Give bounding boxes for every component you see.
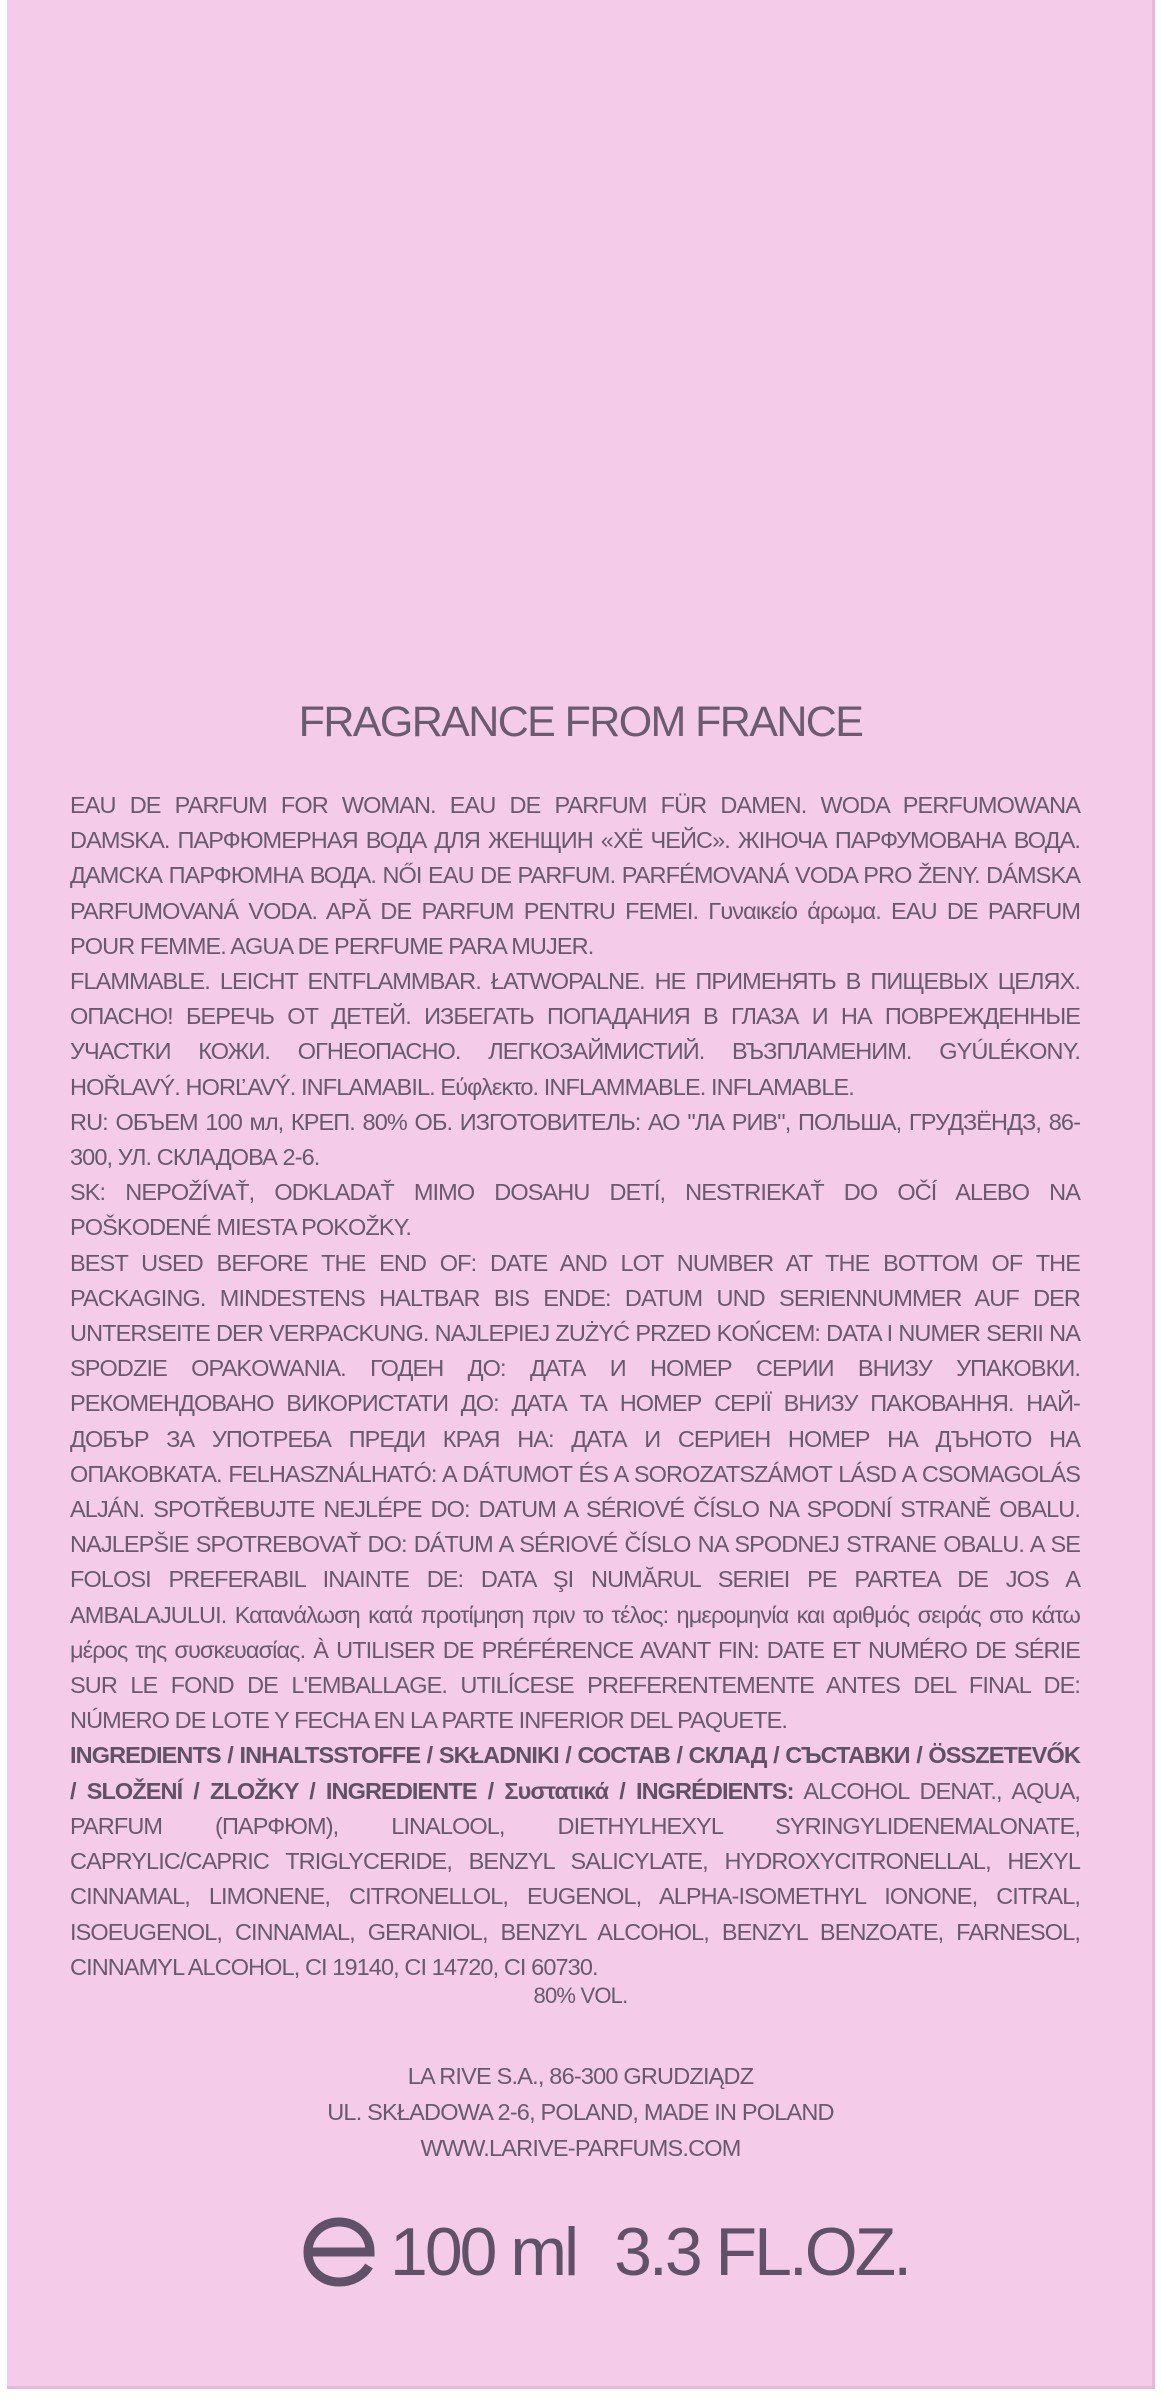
alcohol-volume: 80% VOL.	[533, 1983, 628, 2008]
paragraph-product-type: EAU DE PARFUM FOR WOMAN. EAU DE PARFUM FÜR DAMEN. WODA PERFUMOWANA DAMSKA. ПАРФЮМЕРНАЯ ВОДА ДЛЯ ЖЕНЩИН «ХЁ ЧЕЙС». ЖІНОЧА ПАРФУМОВАНА ВОДА. ДАМСКА ПАРФЮМНА ВОДА. NŐI EAU DE PARFUM. PARFÉMOVANÁ VODA PRO ŽENY. DÁMSKA PARFUMOVANÁ VODA. APĂ DE PARFUM PENTRU FEMEI. Γυναικείο άρωμα. EAU DE PARFUM POUR FEMME. AGUA DE PERFUME PARA MUJER.	[70, 792, 1080, 959]
paragraph-ru-info: RU: ОБЪЕМ 100 мл, КРЕП. 80% ОБ. ИЗГОТОВИТЕЛЬ: АО "ЛА РИВ", ПОЛЬША, ГРУДЗЁНДЗ, 86-300, УЛ. СКЛАДОВА 2-6.	[70, 1108, 1080, 1171]
paragraph-sk-info: SK: NEPOŽÍVAŤ, ODKLADAŤ MIMO DOSAHU DETÍ, NESTRIEKAŤ DO OČÍ ALEBO NA POŠKODENÉ MIESTA POKOŽKY.	[70, 1179, 1080, 1241]
manufacturer-address	[0, 2058, 1161, 2166]
address-line-1: LA RIVE S.A., 86-300 GRUDZIĄDZ	[407, 2063, 754, 2089]
address-line-2: UL. SKŁADOWA 2-6, POLAND, MADE IN POLAND	[327, 2099, 834, 2125]
volume-metric: 100 ml	[390, 2214, 577, 2290]
website: WWW.LARIVE-PARFUMS.COM	[420, 2135, 741, 2161]
volume-line	[300, 2202, 909, 2302]
heading: FRAGRANCE FROM FRANCE	[298, 698, 863, 746]
ingredients-label: INGREDIENTS / INHALTSSTOFFE / SKŁADNIKI / СОСТАВ / СКЛАД / СЪСТАВКИ / ÖSSZETEVŐK / SLOŽENÍ / ZLOŽKY / INGREDIENTE / Συστατικά / INGRÉDIENTS:	[70, 1742, 1080, 1804]
paragraph-ingredients	[70, 1738, 1080, 1984]
paragraph-best-before: BEST USED BEFORE THE END OF: DATE AND LOT NUMBER AT THE BOTTOM OF THE PACKAGING. MINDESTENS HALTBAR BIS ENDE: DATUM UND SERIENNUMMER AUF DER UNTERSEITE DER VERPACKUNG. NAJLEPIEJ ZUŻYĆ PRZED KOŃCEM: DATA I NUMER SERII NA SPODZIE OPAKOWANIA. ГОДЕН ДО: ДАТА И НОМЕР СЕРИИ ВНИЗУ УПАКОВКИ. РЕКОМЕНДОВАНО ВИКОРИСТАТИ ДО: ДАТА ТА НОМЕР СЕРІЇ ВНИЗУ ПАКОВАННЯ. НАЙ-ДОБЪР ЗА УПОТРЕБА ПРЕДИ КРАЯ НА: ДАТА И СЕРИЕН НОМЕР НА ДЪНОТО НА ОПАКОВКАТА. FELHASZNÁLHATÓ: A DÁTUMOT ÉS A SOROZATSZÁMOT LÁSD A CSOMAGOLÁS ALJÁN. SPOTŘEBUJTE NEJLÉPE DO: DATUM A SÉRIOVÉ ČÍSLO NA SPODNÍ STRANĚ OBALU. NAJLEPŠIE SPOTREBOVAŤ DO: DÁTUM A SÉRIOVÉ ČÍSLO NA SPODNEJ STRANE OBALU. A SE FOLOSI PREFERABIL INAINTE DE: DATA ŞI NUMĂRUL SERIEI PE PARTEA DE JOS A AMBALAJULUI. Κατανάλωση κατά προτίμηση πριν το τέλος: ημερομηνία και αριθμός σειράς στο κάτω μέρος της συσκευασίας. À UTILISER DE PRÉFÉRENCE AVANT FIN: DATE ET NUMÉRO DE SÉRIE SUR LE FOND DE L'EMBALLAGE. UTILÍCESE PREFERENTEMENTE ANTES DEL FINAL DE: NÚMERO DE LOTE Y FECHA EN LA PARTE INFERIOR DEL PAQUETE.	[70, 1249, 1080, 1734]
label-text	[70, 788, 1080, 1985]
ingredients-list: ALCOHOL DENAT., AQUA, PARFUM (ПАРФЮМ), LINALOOL, DIETHYLHEXYL SYRINGYLIDENEMALONATE, CAPRYLIC/CAPRIC TRIGLYCERIDE, BENZYL SALICYLATE, HYDROXYCITRONELLAL, HEXYL CINNAMAL, LIMONENE, CITRONELLOL, EUGENOL, ALPHA-ISOMETHYL IONONE, CITRAL, ISOEUGENOL, CINNAMAL, GERANIOL, BENZYL ALCOHOL, BENZYL BENZOATE, FARNESOL, CINNAMYL ALCOHOL, CI 19140, CI 14720, CI 60730.	[70, 1777, 1081, 1980]
volume-imperial: 3.3 FL.OZ.	[614, 2214, 910, 2290]
estimated-sign-icon	[300, 2216, 378, 2288]
paragraph-warnings: FLAMMABLE. LEICHT ENTFLAMMBAR. ŁATWOPALNE. НЕ ПРИМЕНЯТЬ В ПИЩЕВЫХ ЦЕЛЯХ. ОПАСНО! БЕРЕЧЬ ОТ ДЕТЕЙ. ИЗБЕГАТЬ ПОПАДАНИЯ В ГЛАЗА И НА ПОВРЕЖДЕННЫЕ УЧАСТКИ КОЖИ. ОГНЕОПАСНО. ЛЕГКОЗАЙМИСТИЙ. ВЪЗПЛАМЕНИМ. GYÚLÉKONY. HOŘLAVÝ. HORĽAVÝ. INFLAMABIL. Εύφλεκτο. INFLAMMABLE. INFLAMABLE.	[70, 968, 1080, 1100]
